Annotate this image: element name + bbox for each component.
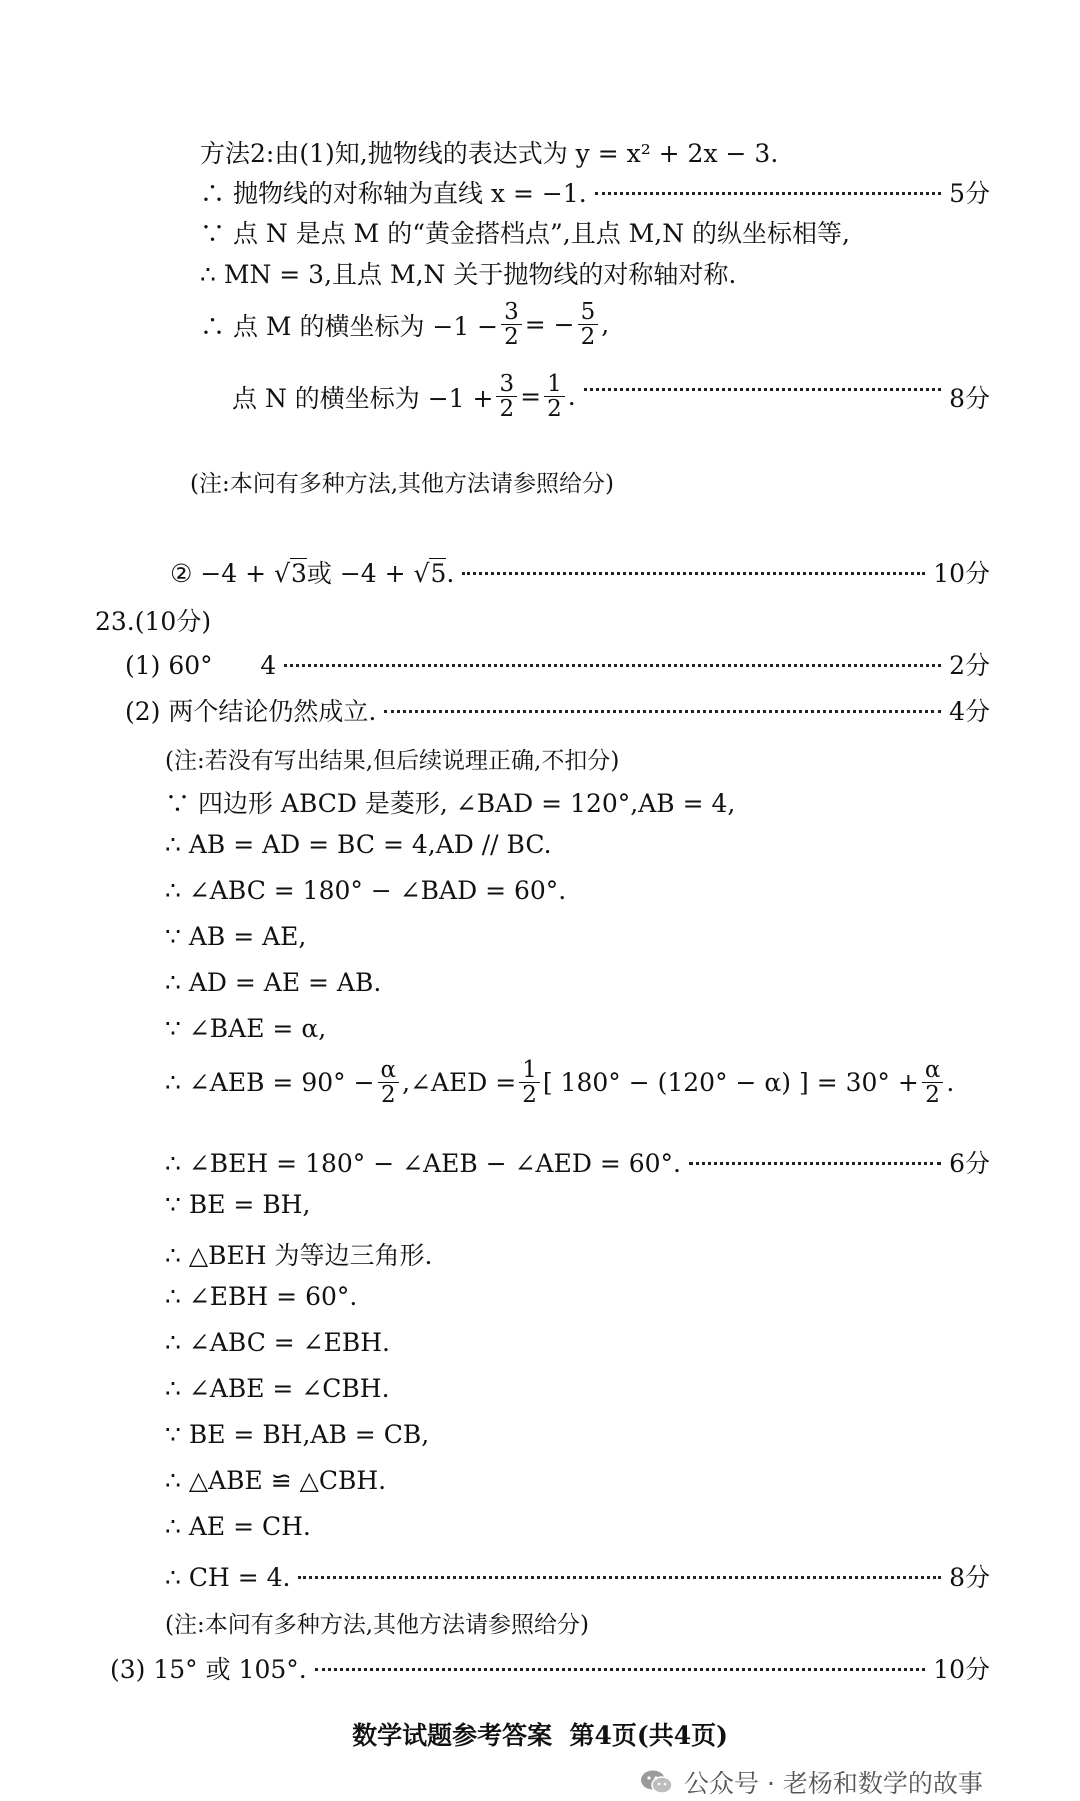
score-6: 6分 <box>949 1149 990 1178</box>
fraction: $\frac{5}{2}$ <box>578 300 599 349</box>
watermark-text: 公众号 · 老杨和数学的故事 <box>684 1769 983 1798</box>
answer-2-line: ② −4 + √ 3 或 −4 + √ 5 . 10分 <box>170 554 990 590</box>
proof-line: ∴ △BEH 为等边三角形. <box>165 1241 433 1270</box>
fraction: $\frac{1}{2}$ <box>519 1058 540 1107</box>
q23-part3-line: (3) 15° 或 105°. 10分 <box>110 1650 990 1686</box>
rhombus-line: ∵ 四边形 ABCD 是菱形, ∠BAD = 120°,AB = 4, <box>165 789 736 818</box>
q23-part2-line: (2) 两个结论仍然成立. 4分 <box>125 692 990 728</box>
q23-part1-line: (1) 60° 4 2分 <box>125 646 990 682</box>
proof-line: ∵ BE = BH,AB = CB, <box>165 1420 430 1449</box>
score-4: 4分 <box>949 697 990 726</box>
score-2: 2分 <box>949 651 990 680</box>
proof-line: ∴ △ABE ≌ △CBH. <box>165 1466 387 1495</box>
proof-line: ∴ ∠ABC = ∠EBH. <box>165 1328 390 1357</box>
leader-dots <box>689 1162 941 1165</box>
proof-line: ∵ ∠BAE = α, <box>165 1014 327 1043</box>
proof-line: ∴ ∠EBH = 60°. <box>165 1282 358 1311</box>
proof-line: ∴ ∠ABE = ∠CBH. <box>165 1374 390 1403</box>
axis-line: ∴ 抛物线的对称轴为直线 x = −1. 5分 <box>200 174 990 210</box>
angle-beh-line: ∴ ∠BEH = 180° − ∠AEB − ∠AED = 60°. 6分 <box>165 1144 990 1180</box>
note-line: (注:本问有多种方法,其他方法请参照给分) <box>165 1612 590 1638</box>
note-line: (注:本问有多种方法,其他方法请参照给分) <box>190 471 615 497</box>
leader-dots <box>462 572 925 575</box>
n-abscissa-line: 点 N 的横坐标为 −1 + $\frac{3}{2}$ = $\frac{1}{2}$ . 8分 <box>232 371 990 423</box>
score-10: 10分 <box>933 559 990 588</box>
partner-point-line: ∵ 点 N 是点 M 的“黄金搭档点”,且点 M,N 的纵坐标相等, <box>200 219 850 248</box>
fraction: $\frac{1}{2}$ <box>544 372 565 421</box>
fraction: $\frac{\alpha}{2}$ <box>378 1058 400 1107</box>
note-line: (注:若没有写出结果,但后续说理正确,不扣分) <box>165 748 620 774</box>
mn-symmetric-line: ∴ MN = 3,且点 M,N 关于抛物线的对称轴对称. <box>200 260 737 289</box>
leader-dots <box>595 192 941 195</box>
leader-dots <box>584 388 941 391</box>
score-10: 10分 <box>933 1655 990 1684</box>
leader-dots <box>384 710 941 713</box>
proof-line: ∴ AD = AE = AB. <box>165 968 382 997</box>
fraction: $\frac{3}{2}$ <box>501 300 522 349</box>
proof-line: ∴ AB = AD = BC = 4,AD // BC. <box>165 830 552 859</box>
score-8: 8分 <box>949 383 990 413</box>
proof-line: ∴ AE = CH. <box>165 1512 311 1541</box>
wechat-icon <box>640 1769 674 1795</box>
proof-line: ∵ AB = AE, <box>165 922 307 951</box>
proof-line: ∵ BE = BH, <box>165 1190 311 1219</box>
leader-dots <box>284 664 941 667</box>
leader-dots <box>298 1576 941 1579</box>
score-5: 5分 <box>949 179 990 208</box>
proof-line: ∴ ∠ABC = 180° − ∠BAD = 60°. <box>165 876 567 905</box>
score-8: 8分 <box>949 1563 990 1592</box>
leader-dots <box>315 1668 925 1671</box>
fraction: $\frac{\alpha}{2}$ <box>922 1058 944 1107</box>
ch-line: ∴ CH = 4. 8分 <box>165 1558 990 1594</box>
question-23-heading: 23.(10分) <box>95 607 212 636</box>
method2-line: 方法2:由(1)知,抛物线的表达式为 y = x² + 2x − 3. <box>200 139 779 168</box>
m-abscissa-line: ∴ 点 M 的横坐标为 −1 − $\frac{3}{2}$ = − $\frac{5}{2}$ , <box>200 299 610 351</box>
watermark <box>640 1764 983 1800</box>
angle-formula-line: ∴ ∠AEB = 90° − $\frac{\alpha}{2}$ ,∠AED = $\frac{1}{2}$ [ 180° − (120° − α) ] = 30° + $\frac{\alpha}{2}$ . <box>165 1057 955 1109</box>
fraction: $\frac{3}{2}$ <box>496 372 517 421</box>
page-footer: 数学试题参考答案 第4页(共4页) <box>352 1721 728 1750</box>
